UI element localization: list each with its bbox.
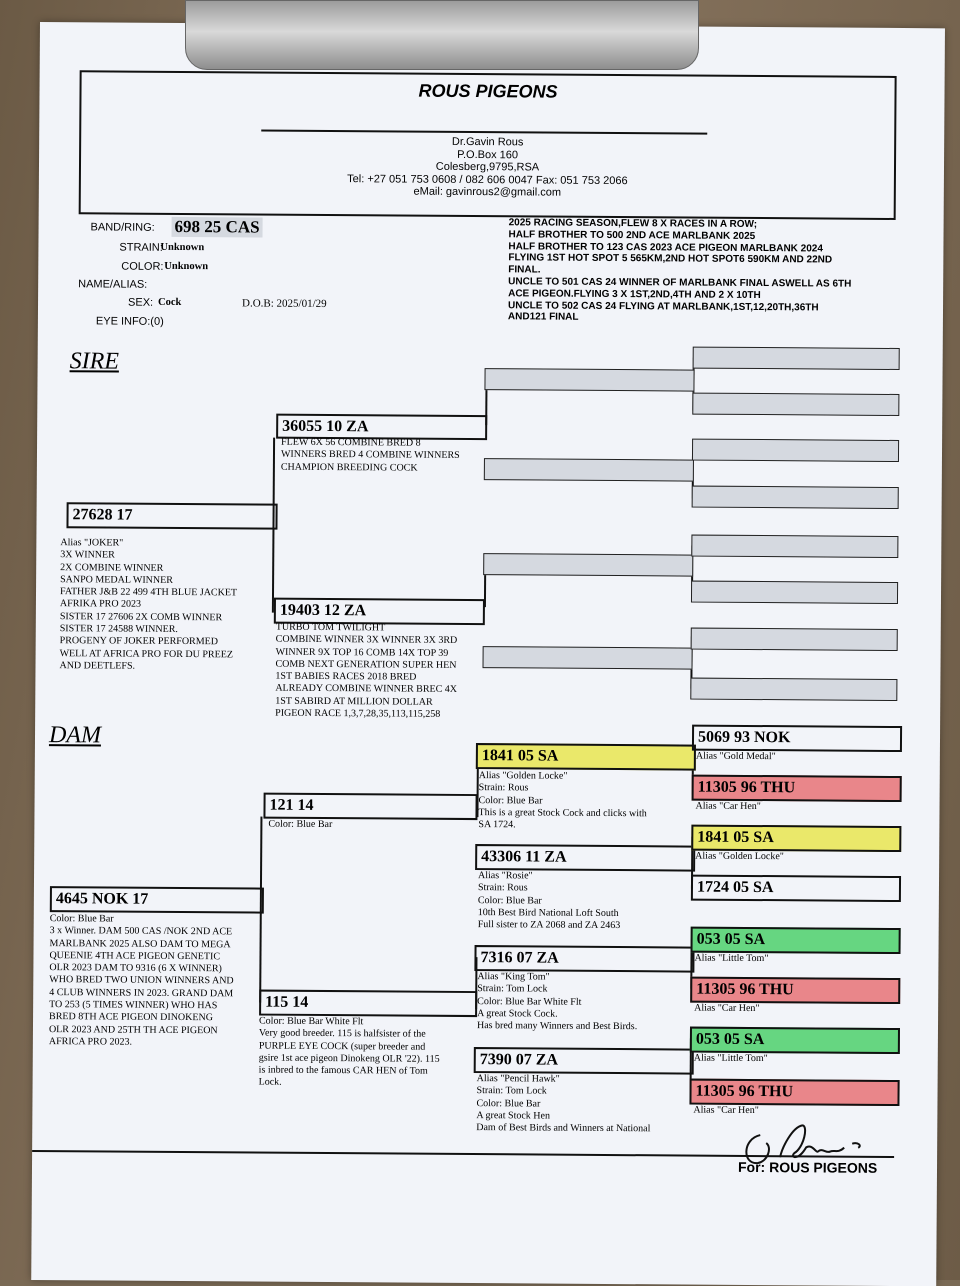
- sire-heading: SIRE: [69, 348, 120, 375]
- ancestor-box: [691, 927, 901, 954]
- info-line: WINNERS BRED 4 COMBINE WINNERS: [280, 448, 460, 462]
- dam-sire-box: [263, 793, 477, 820]
- info-line: CHAMPION BREEDING COCK: [280, 461, 418, 474]
- ancestor-ring: 5069 93 NOK: [697, 728, 791, 747]
- info-line: WHO BRED TWO UNION WINNERS AND: [49, 974, 234, 987]
- ancestor-box: [690, 1027, 900, 1054]
- info-line: MARLBANK 2025 ALSO DAM TO MEGA: [49, 937, 231, 950]
- ancestor-ring: 11305 96 THU: [697, 778, 796, 797]
- empty-ancestor-box: [691, 535, 898, 558]
- info-line: AFRIKA PRO 2023: [59, 598, 142, 611]
- empty-ancestor-box: [483, 553, 693, 576]
- info-line: 3 x Winner. DAM 500 CAS /NOK 2ND ACE: [49, 925, 233, 938]
- empty-ancestor-box: [692, 393, 899, 416]
- ancestor-alias: Alias "Gold Medal": [695, 750, 776, 763]
- sex-value: Cock: [158, 296, 182, 308]
- ancestor-box: [692, 775, 902, 802]
- band-label: BAND/RING:: [90, 221, 155, 234]
- header-box: [79, 70, 897, 220]
- info-line: Alias "Pencil Hawk": [476, 1073, 560, 1085]
- info-line: Color: Blue Bar: [49, 913, 114, 925]
- dam-ring: 4645 NOK 17: [55, 890, 149, 908]
- info-line: Lock.: [258, 1077, 282, 1089]
- ancestor-box: [475, 844, 695, 872]
- info-line: Alias "King Tom": [477, 971, 550, 983]
- info-line: 1ST SABIRD AT MILLION DOLLAR: [275, 695, 433, 708]
- info-line: Strain: Tom Lock: [476, 1085, 547, 1097]
- info-line: Color: Blue Bar: [268, 818, 333, 831]
- ancestor-box: [692, 725, 902, 752]
- note-line: 2025 RACING SEASON,FLEW 8 X RACES IN A ROW;: [508, 217, 758, 231]
- info-line: BRED 8TH ACE PIGEON DINOKENG: [49, 1011, 213, 1024]
- info-line: OLR 2023 AND 25TH TH ACE PIGEON: [48, 1023, 218, 1036]
- info-line: 2X COMBINE WINNER: [60, 561, 164, 574]
- info-line: Strain: Tom Lock: [477, 983, 548, 995]
- info-line: A great Stock Cock.: [477, 1007, 558, 1020]
- info-line: This is a great Stock Cock and clicks with: [478, 806, 647, 820]
- info-line: AFRICA PRO 2023.: [48, 1036, 132, 1048]
- empty-ancestor-box: [484, 458, 694, 481]
- note-line: FINAL.: [508, 264, 541, 276]
- info-line: Color: Blue Bar: [476, 1097, 541, 1110]
- info-line: Alias "JOKER": [60, 537, 124, 549]
- ancestor-info: [476, 1073, 691, 1136]
- phone-line: Tel: +27 051 753 0608 / 082 606 0047 Fax: 051 753 2066: [347, 172, 628, 187]
- contact-block: [81, 133, 894, 201]
- info-line: Dam of Best Birds and Winners at National: [476, 1122, 651, 1135]
- note-line: FLYING 1ST HOT SPOT 5 565KM,2ND HOT SPOT6 590KM AND 22ND: [508, 252, 833, 266]
- info-line: WINNER 9X TOP 16 COMB 14X TOP 39: [275, 646, 449, 659]
- ancestor-alias: Alias "Little Tom": [694, 952, 769, 965]
- dam-dam-ring: 115 14: [265, 993, 309, 1011]
- sire-ring: 27628 17: [72, 506, 133, 524]
- sire-sire-ring: 36055 10 ZA: [282, 417, 369, 436]
- info-line: PIGEON RACE 1,3,7,28,35,113,115,258: [275, 707, 441, 720]
- info-line: Has bred many Winners and Best Birds.: [476, 1020, 638, 1033]
- info-line: Color: Blue Bar: [477, 894, 542, 907]
- eye-info: EYE INFO:(0): [95, 315, 164, 328]
- ancestor-alias: Alias "Golden Locke": [695, 850, 784, 863]
- info-line: FLEW 6X 56 COMBINE BRED 8: [281, 436, 421, 449]
- sire-info: [59, 537, 275, 674]
- info-line: OLR 2023 DAM TO 9316 (6 X WINNER): [49, 962, 222, 975]
- ancestor-box: [691, 875, 901, 902]
- info-line: Full sister to ZA 2068 and ZA 2463: [477, 919, 621, 932]
- address-line: P.O.Box 160: [457, 148, 519, 161]
- dam-box: [50, 886, 264, 913]
- ancestor-info: [477, 971, 692, 1034]
- name-label: NAME/ALIAS:: [78, 278, 148, 291]
- dam-sire-ring: 121 14: [269, 796, 314, 814]
- info-line: ALREADY COMBINE WINNER BREC 4X: [275, 683, 458, 696]
- info-line: 4 CLUB WINNERS IN 2023. GRAND DAM: [49, 986, 234, 1000]
- ancestor-ring: 1724 05 SA: [696, 878, 774, 897]
- info-line: Color: Blue Bar White Flt: [258, 1015, 364, 1028]
- ancestor-alias: Alias "Little Tom": [693, 1052, 768, 1065]
- empty-ancestor-box: [691, 581, 898, 604]
- clipboard-clip: [185, 0, 699, 70]
- bird-notes: [508, 217, 929, 326]
- info-line: TO 253 (5 TIMES WINNER) WHO HAS: [49, 999, 218, 1012]
- sex-label: SEX:: [128, 296, 154, 309]
- ancestor-info: [478, 770, 693, 833]
- empty-ancestor-box: [690, 678, 897, 701]
- info-line: SA 1724.: [478, 819, 516, 831]
- info-line: 3X WINNER: [60, 549, 115, 561]
- info-line: FATHER J&B 22 499 4TH BLUE JACKET: [59, 586, 238, 599]
- owner-name: Dr.Gavin Rous: [451, 135, 524, 149]
- info-line: Color: Blue Bar White Flt: [477, 995, 582, 1008]
- ancestor-ring: 7316 07 ZA: [480, 949, 559, 967]
- info-line: 10th Best Bird National Loft South: [477, 906, 619, 919]
- info-line: 1ST BABIES RACES 2018 BRED: [275, 670, 417, 683]
- header-rule: [261, 130, 707, 135]
- info-line: COMBINE WINNER 3X WINNER 3X 3RD: [275, 633, 458, 647]
- address-line: Colesberg,9795,RSA: [435, 160, 540, 174]
- empty-ancestor-box: [483, 646, 693, 669]
- info-line: WELL AT AFRICA PRO FOR DU PREEZ: [59, 647, 233, 661]
- info-line: Alias "Rosie": [478, 870, 533, 882]
- note-line: HALF BROTHER TO 500 2ND ACE MARLBANK 2025: [508, 229, 756, 242]
- note-line: ACE PIGEON.FLYING 3 X 1ST,2ND,4TH AND 2 X 10TH: [508, 288, 761, 301]
- ancestor-box: [690, 977, 900, 1004]
- ancestor-ring: 11305 96 THU: [695, 1082, 794, 1101]
- info-line: AND DEETLEFS.: [59, 660, 136, 672]
- sire-box: [66, 502, 277, 529]
- empty-ancestor-box: [692, 439, 899, 462]
- ancestor-ring: 1841 05 SA: [481, 747, 559, 765]
- info-line: SISTER 17 27606 2X COMB WINNER: [59, 610, 223, 624]
- color-label: COLOR:: [121, 260, 164, 273]
- empty-ancestor-box: [693, 347, 900, 370]
- ancestor-ring: 053 05 SA: [696, 930, 766, 949]
- strain-value: Unknown: [160, 241, 205, 254]
- info-line: TURBO TOM TWILIGHT: [275, 621, 386, 634]
- info-line: SANPO MEDAL WINNER: [60, 574, 173, 586]
- dam-heading: DAM: [48, 722, 102, 749]
- email-line: eMail: gavinrous2@gmail.com: [413, 185, 562, 199]
- note-line: AND121 FINAL: [507, 311, 579, 324]
- ancestor-box: [476, 743, 696, 771]
- ancestor-box: [474, 945, 694, 973]
- ancestor-box: [691, 825, 901, 852]
- note-line: HALF BROTHER TO 123 CAS 2023 ACE PIGEON MARLBANK 2024: [508, 240, 823, 255]
- ancestor-ring: 11305 96 THU: [696, 980, 794, 999]
- pedigree-sheet: [31, 22, 945, 1286]
- footer-for-label: For: ROUS PIGEONS: [737, 1158, 878, 1176]
- note-line: UNCLE TO 502 CAS 24 FLYING AT MARLBANK,1ST,12,20TH,36TH: [507, 299, 819, 314]
- info-line: PURPLE EYE COCK (super breeder and: [258, 1040, 426, 1053]
- sire-sire-info: [281, 437, 501, 475]
- empty-ancestor-box: [484, 368, 694, 391]
- ancestor-info: [478, 870, 693, 933]
- sire-dam-info: [275, 622, 491, 722]
- ancestor-box: [474, 1047, 694, 1075]
- dam-dam-info: [259, 1016, 480, 1091]
- info-line: A great Stock Hen: [476, 1109, 551, 1122]
- ancestor-alias: Alias "Car Hen": [694, 1002, 760, 1015]
- empty-ancestor-box: [692, 486, 899, 509]
- info-line: Color: Blue Bar: [478, 794, 543, 807]
- info-line: PROGENY OF JOKER PERFORMED: [59, 635, 218, 648]
- ancestor-box: [689, 1079, 899, 1106]
- note-line: UNCLE TO 501 CAS 24 WINNER OF MARLBANK FINAL ASWELL AS 6TH: [508, 276, 852, 290]
- info-line: is inbred to the famous CAR HEN of Tom: [258, 1064, 428, 1077]
- info-line: Alias "Golden Locke": [478, 770, 568, 782]
- ancestor-ring: 43306 11 ZA: [481, 848, 567, 866]
- info-line: SISTER 17 24588 WINNER.: [59, 623, 178, 636]
- info-line: Strain: Rous: [477, 882, 528, 894]
- ancestor-ring: 1841 05 SA: [697, 828, 774, 847]
- empty-ancestor-box: [691, 628, 898, 651]
- info-line: QUEENIE 4TH ACE PIGEON GENETIC: [49, 949, 221, 963]
- info-line: Very good breeder. 115 is halfsister of the: [258, 1027, 426, 1041]
- ancestor-alias: Alias "Car Hen": [695, 800, 761, 813]
- band-value: 698 25 CAS: [172, 217, 263, 238]
- ancestor-alias: Alias "Car Hen": [693, 1104, 759, 1117]
- info-line: COMB NEXT GENERATION SUPER HEN: [275, 658, 457, 671]
- page-title: ROUS PIGEONS: [418, 80, 558, 102]
- dam-dam-box: [259, 990, 477, 1018]
- color-value: Unknown: [164, 260, 209, 273]
- ancestor-ring: 7390 07 ZA: [479, 1051, 559, 1069]
- strain-label: STRAIN:: [119, 241, 163, 254]
- sire-dam-ring: 19403 12 ZA: [279, 601, 367, 620]
- dob-value: D.O.B: 2025/01/29: [241, 297, 327, 311]
- info-line: gsire 1st ace pigeon Dinokeng OLR '22). 115: [258, 1052, 440, 1065]
- dam-sire-info: [268, 819, 468, 833]
- info-line: Strain: Rous: [478, 782, 529, 794]
- dam-info: [49, 913, 272, 1050]
- ancestor-ring: 053 05 SA: [695, 1030, 765, 1049]
